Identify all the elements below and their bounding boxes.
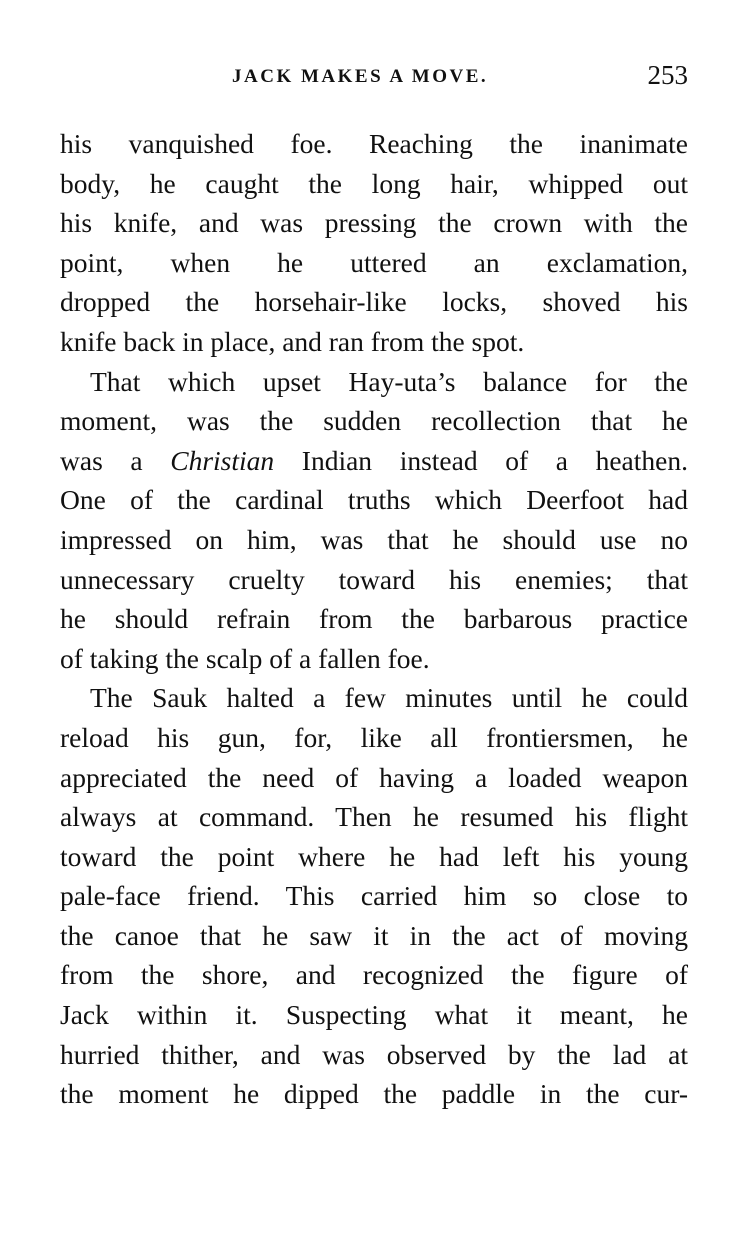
text-line: the canoe that he saw it in the act of moving xyxy=(60,919,688,951)
text-line: unnecessary cruelty toward his enemies; that xyxy=(60,563,688,595)
text-line: his knife, and was pressing the crown with the xyxy=(60,207,688,239)
emphasized-word: Christian xyxy=(170,444,275,476)
text-segment: Indian instead of a heathen. xyxy=(274,444,688,476)
text-line: toward the point where he had left his young xyxy=(60,840,688,872)
text-line: knife back in place, and ran from the spot. xyxy=(60,325,525,357)
paragraph xyxy=(60,362,688,679)
text-line: moment, was the sudden recollection that he xyxy=(60,405,688,437)
text-line: body, he caught the long hair, whipped out xyxy=(60,167,688,199)
text-line: from the shore, and recognized the figure of xyxy=(60,959,688,991)
paragraph xyxy=(60,124,688,362)
text-line: point, when he uttered an exclamation, xyxy=(60,246,688,278)
text-line: pale-face friend. This carried him so close to xyxy=(60,880,688,912)
text-line: reload his gun, for, like all frontiersmen, he xyxy=(60,721,688,753)
page-number: 253 xyxy=(647,60,688,90)
text-line: he should refrain from the barbarous practice xyxy=(60,603,688,635)
page-header xyxy=(60,60,688,92)
text-segment: was a xyxy=(60,444,171,476)
text-line: always at command. Then he resumed his flight xyxy=(60,801,688,833)
paragraph xyxy=(60,678,688,1114)
text-line: dropped the horsehair-like locks, shoved his xyxy=(60,286,688,318)
text-line: appreciated the need of having a loaded weapon xyxy=(60,761,688,793)
text-line: of taking the scalp of a fallen foe. xyxy=(60,642,430,674)
text-line: impressed on him, was that he should use no xyxy=(60,523,688,555)
text-line: The Sauk halted a few minutes until he could xyxy=(90,682,688,714)
running-head: JACK MAKES A MOVE. xyxy=(232,66,489,87)
text-line: One of the cardinal truths which Deerfoot had xyxy=(60,484,688,516)
text-line: That which upset Hay-uta’s balance for the xyxy=(90,365,688,397)
text-line xyxy=(60,441,688,481)
body-text xyxy=(60,124,688,1114)
text-line: his vanquished foe. Reaching the inanimate xyxy=(60,128,688,159)
text-line: hurried thither, and was observed by the lad at xyxy=(60,1038,688,1070)
text-line: the moment he dipped the paddle in the cur- xyxy=(60,1078,688,1110)
text-line: Jack within it. Suspecting what it meant, he xyxy=(60,999,688,1031)
